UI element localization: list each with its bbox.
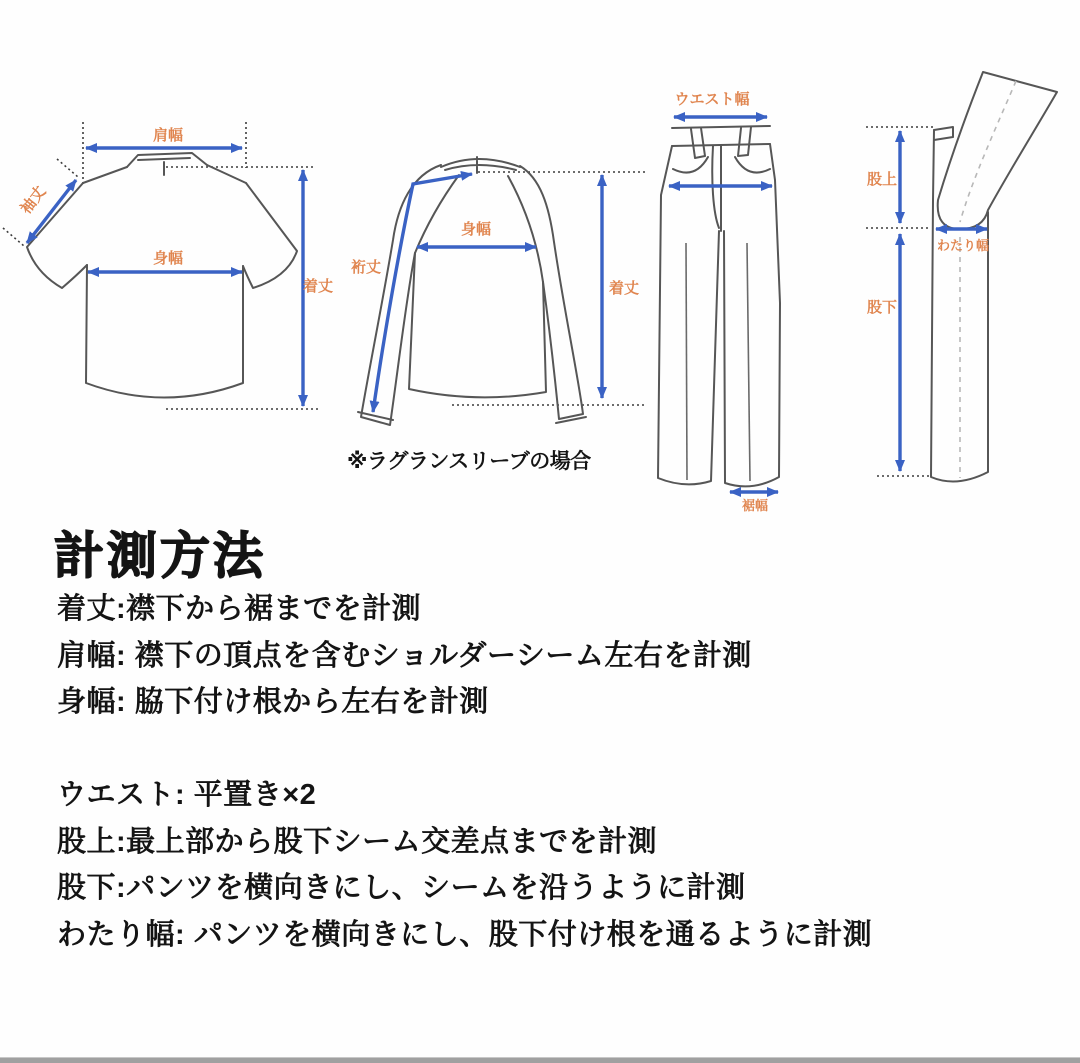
raglan-left-cuff bbox=[358, 412, 393, 420]
raglan-right-sleeve bbox=[520, 166, 583, 419]
instruction-shoulder-width: 肩幅: 襟下の頂点を含むショルダーシーム左右を計測 bbox=[57, 639, 752, 672]
bottoms-instructions bbox=[57, 772, 872, 958]
pants-side-inseam-label: 股下 bbox=[866, 299, 898, 316]
tshirt-shoulder-width-label: 肩幅 bbox=[152, 127, 184, 144]
instruction-waist: ウエスト: 平置き×2 bbox=[57, 779, 317, 811]
pants-front-hem-width-label: 裾幅 bbox=[741, 498, 769, 513]
raglan-sleeve-total-length-arrow bbox=[373, 174, 472, 412]
tshirt-right-sleeve bbox=[243, 183, 297, 288]
tshirt-collar bbox=[127, 153, 207, 175]
pants-front-fly bbox=[712, 146, 721, 231]
pants-side-rise-label: 股上 bbox=[866, 171, 898, 188]
tops-instructions bbox=[57, 586, 752, 726]
pants-side-thigh-width-label: わたり幅 bbox=[936, 238, 990, 253]
tshirt-diagram bbox=[3, 122, 333, 409]
instruction-garment-length: 着丈:襟下から裾までを計測 bbox=[57, 593, 422, 625]
pants-side-waistband bbox=[934, 127, 953, 140]
tshirt-length-label: 着丈 bbox=[302, 278, 334, 295]
raglan-left-seam bbox=[415, 175, 459, 253]
pants-front-right-crease bbox=[747, 243, 750, 481]
pants-side-diagram bbox=[866, 72, 1057, 481]
tshirt-guide-sleeve-upper bbox=[57, 159, 78, 177]
section-title: 計測方法 bbox=[54, 528, 266, 584]
tshirt-guide-sleeve-lower bbox=[3, 228, 24, 246]
instruction-thigh-width: わたり幅: パンツを横向きにし、股下付け根を通るように計測 bbox=[57, 918, 873, 951]
tshirt-sleeve-length-label: 袖丈 bbox=[17, 183, 50, 218]
pants-front-waistband bbox=[672, 126, 770, 146]
instruction-inseam: 股下:パンツを横向きにし、シームを沿うように計測 bbox=[57, 872, 746, 904]
raglan-left-sleeve bbox=[361, 165, 441, 425]
instruction-rise: 股上:最上部から股下シーム交差点までを計測 bbox=[57, 825, 658, 858]
raglan-shirt-diagram bbox=[347, 157, 645, 473]
raglan-collar bbox=[441, 157, 520, 173]
pants-front-waist-width-label: ウエスト幅 bbox=[674, 91, 750, 108]
garment-diagrams bbox=[0, 0, 1080, 520]
raglan-right-seam bbox=[508, 176, 543, 282]
raglan-body bbox=[409, 253, 546, 397]
pants-front-right-leg bbox=[724, 144, 780, 486]
pants-front-left-leg bbox=[658, 146, 719, 484]
raglan-length-label: 着丈 bbox=[608, 280, 640, 297]
instruction-body-width: 身幅: 脇下付け根から左右を計測 bbox=[57, 686, 489, 718]
tshirt-body-width-label: 身幅 bbox=[152, 250, 184, 267]
tshirt-body bbox=[86, 265, 243, 398]
raglan-body-width-label: 身幅 bbox=[460, 221, 492, 238]
pants-side-folded-leg bbox=[938, 72, 1057, 229]
raglan-note: ※ラグランスリーブの場合 bbox=[347, 450, 591, 473]
pants-front-diagram bbox=[658, 91, 780, 513]
pants-side-folded-crease bbox=[960, 81, 1016, 222]
bottom-bar bbox=[0, 1057, 1080, 1063]
raglan-sleeve-total-length-label: 裄丈 bbox=[350, 259, 382, 276]
pants-front-left-crease bbox=[686, 243, 687, 480]
